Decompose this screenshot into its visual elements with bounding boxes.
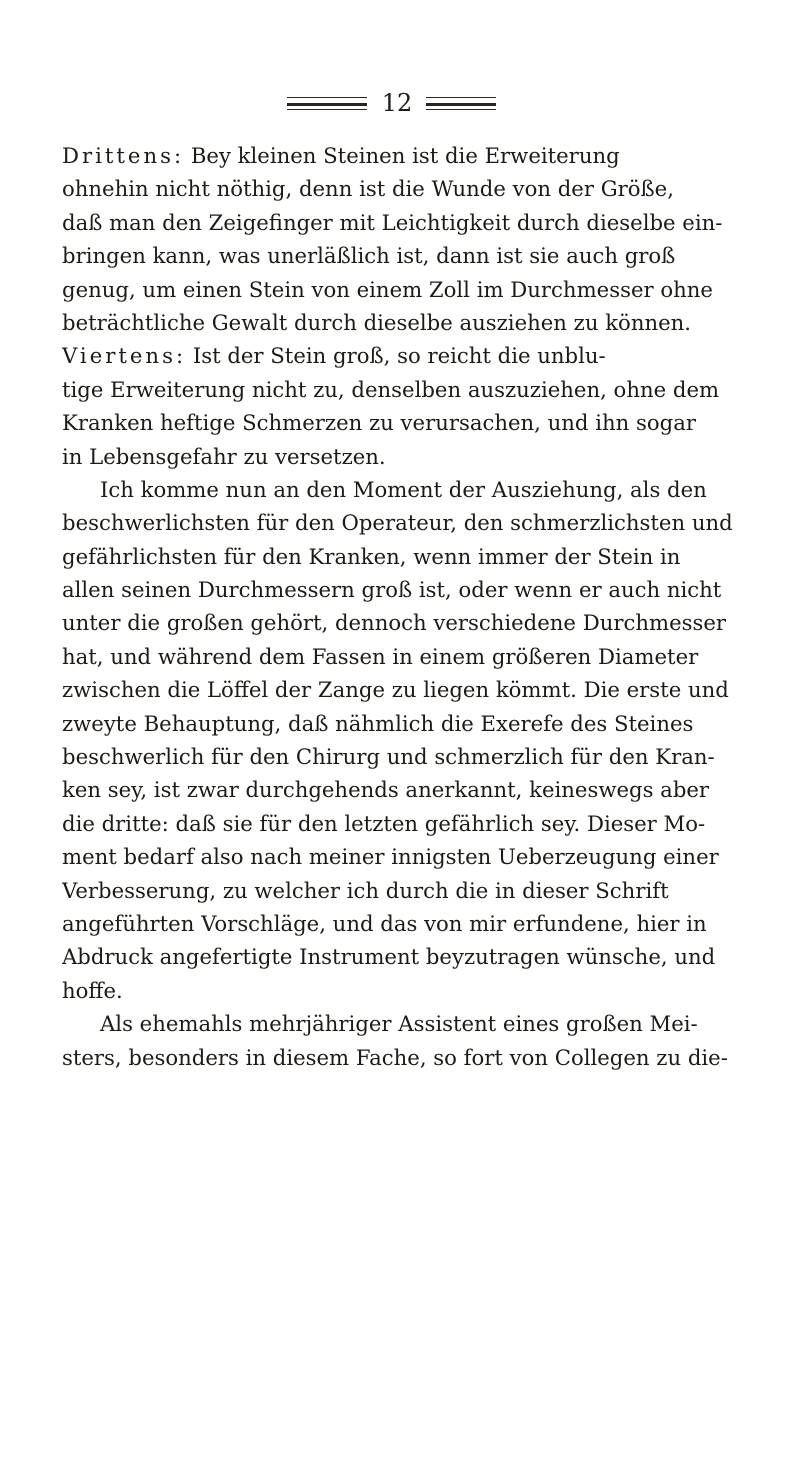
text-line-21: die dritte: daß sie für den letzten gefährlich sey. Dieser Mo- bbox=[62, 810, 706, 836]
page-number: 12 bbox=[381, 89, 413, 117]
page-header bbox=[0, 86, 800, 120]
text-line-20: ken sey, ist zwar durchgehends anerkannt, keineswegs aber bbox=[62, 777, 710, 803]
text-line-24: angeführten Vorschläge, und das von mir erfundene, hier in bbox=[62, 910, 707, 936]
text-line-25: Abdruck angefertigte Instrument beyzutragen wünsche, und bbox=[62, 944, 716, 970]
paragraph-lead-drittens: Drittens: bbox=[62, 143, 185, 168]
header-rule-right bbox=[426, 103, 496, 106]
text-line-15: unter die großen gehört, dennoch verschiedene Durchmesser bbox=[62, 610, 727, 636]
text-line-16: hat, und während dem Fassen in einem größeren Diameter bbox=[62, 643, 699, 669]
text-line-26: hoffe. bbox=[62, 977, 123, 1003]
text-line-18: zweyte Behauptung, daß nähmlich die Exerefe des Steines bbox=[62, 710, 694, 736]
text-line-17: zwischen die Löffel der Zange zu liegen kömmt. Die erste und bbox=[62, 677, 729, 703]
text-line-14: allen seinen Durchmessern groß ist, oder wenn er auch nicht bbox=[62, 577, 722, 603]
text-line-22: ment bedarf also nach meiner innigsten Ueberzeugung einer bbox=[62, 844, 719, 870]
text-line-7: Viertens: Ist der Stein groß, so reicht die unblu- bbox=[62, 343, 606, 369]
text-line-5: genug, um einen Stein von einem Zoll im Durchmesser ohne bbox=[62, 276, 713, 302]
text-line-27: Als ehemahls mehrjähriger Assistent eines großen Mei- bbox=[100, 1011, 698, 1037]
text-line-4: bringen kann, was unerläßlich ist, dann ist sie auch groß bbox=[62, 243, 676, 269]
text-line-9: Kranken heftige Schmerzen zu verursachen, und ihn sogar bbox=[62, 410, 696, 436]
text-line-10: in Lebensgefahr zu versetzen. bbox=[62, 443, 386, 469]
text-line-11: Ich komme nun an den Moment der Ausziehung, als den bbox=[100, 476, 707, 502]
text-line-6: beträchtliche Gewalt durch dieselbe ausziehen zu können. bbox=[62, 309, 692, 335]
header-rule-left bbox=[287, 103, 367, 106]
text-line-8: tige Erweiterung nicht zu, denselben auszuziehen, ohne dem bbox=[62, 376, 720, 402]
paragraph-lead-viertens: Viertens: bbox=[62, 343, 187, 369]
text-line-3: daß man den Zeigefinger mit Leichtigkeit durch dieselbe ein- bbox=[62, 209, 723, 235]
text-line-28: sters, besonders in diesem Fache, so fort von Collegen zu die- bbox=[62, 1044, 728, 1070]
text-line-12: beschwerlichsten für den Operateur, den schmerzlichsten und bbox=[62, 510, 733, 536]
body-text bbox=[62, 139, 787, 1074]
text-line-23: Verbesserung, zu welcher ich durch die in dieser Schrift bbox=[62, 877, 669, 903]
text-line-1: Drittens: Bey kleinen Steinen ist die Erweiterung bbox=[62, 143, 620, 168]
text-line-19: beschwerlich für den Chirurg und schmerzlich für den Kran- bbox=[62, 744, 715, 770]
text-line-2: ohnehin nicht nöthig, denn ist die Wunde von der Größe, bbox=[62, 176, 674, 202]
text-line-13: gefährlichsten für den Kranken, wenn immer der Stein in bbox=[62, 543, 681, 569]
